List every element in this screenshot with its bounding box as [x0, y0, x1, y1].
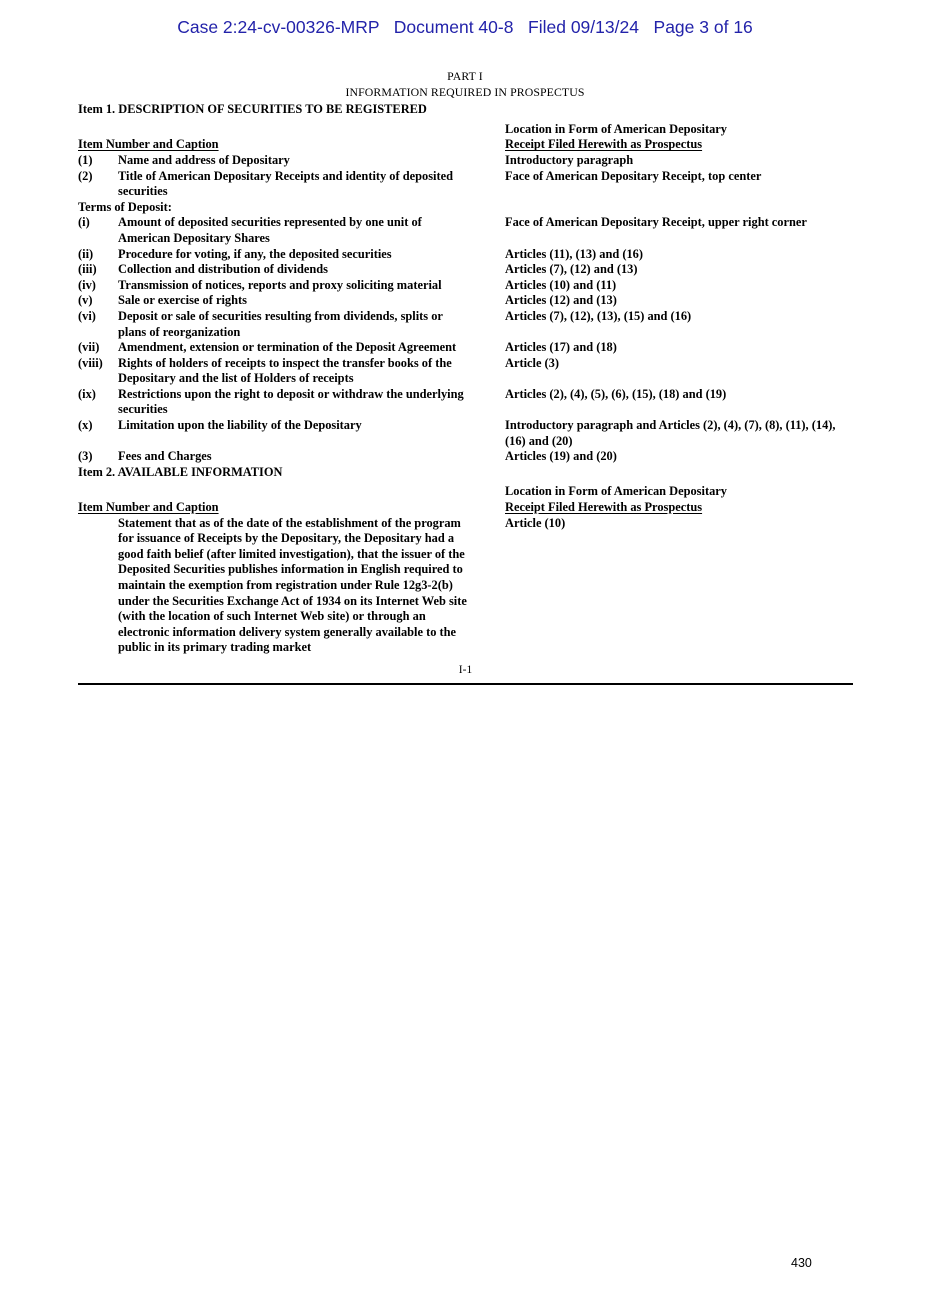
- court-filing-stamp: Case 2:24-cv-00326-MRP Document 40-8 Filed 09/13/24 Page 3 of 16: [177, 17, 753, 37]
- item-number-cell: (i): [78, 215, 90, 230]
- item2-column-headers: [78, 484, 853, 515]
- item-caption-cell: Fees and Charges: [118, 449, 212, 464]
- item1-column-headers: [78, 122, 853, 153]
- cross-reference-row: [78, 247, 853, 263]
- cross-reference-row: [78, 356, 853, 387]
- item2-heading: Item 2. AVAILABLE INFORMATION: [78, 464, 283, 479]
- cross-reference-row: [78, 169, 853, 200]
- part-heading: PART I: [447, 69, 483, 83]
- item-caption-cell: Sale or exercise of rights: [118, 293, 247, 308]
- item-number-cell: [78, 516, 118, 656]
- cross-reference-row: [78, 340, 853, 356]
- location-cell: Articles (10) and (11): [505, 277, 617, 292]
- location-cell: Articles (2), (4), (5), (6), (15), (18) and (19): [505, 386, 727, 401]
- item-caption-cell: Amount of deposited securities represented by one unit of American Depositary Shares: [118, 215, 422, 245]
- location-cell: Articles (11), (13) and (16): [505, 246, 643, 261]
- location-header-line1: Location in Form of American Depositary: [505, 121, 727, 136]
- item-number-cell: (ix): [78, 386, 96, 401]
- item-number-cell: (ii): [78, 246, 94, 261]
- cross-reference-row: [78, 262, 853, 278]
- cross-reference-row: [78, 309, 853, 340]
- document-body: [78, 102, 853, 684]
- item-caption-cell: Name and address of Depositary: [118, 152, 290, 167]
- cross-reference-row: [78, 387, 853, 418]
- location-header: [505, 122, 853, 153]
- cross-reference-row: [78, 278, 853, 294]
- item-number-cell: (3): [78, 449, 93, 464]
- cross-reference-row: [78, 293, 853, 309]
- item-number-cell: (vii): [78, 340, 100, 355]
- item2-rows: [78, 516, 853, 656]
- page-number-label: I-1: [458, 663, 473, 676]
- location-header: [505, 484, 853, 515]
- item-number-cell: (iv): [78, 277, 96, 292]
- location-cell: Face of American Depositary Receipt, top center: [505, 168, 762, 183]
- item1-heading: Item 1. DESCRIPTION OF SECURITIES TO BE REGISTERED: [78, 102, 427, 117]
- location-cell: Introductory paragraph: [505, 152, 634, 167]
- item-caption-cell: Limitation upon the liability of the Depositary: [118, 418, 362, 433]
- item-number-caption-header: Item Number and Caption: [78, 500, 219, 515]
- item-number-cell: (iii): [78, 262, 97, 277]
- cross-reference-row: [78, 153, 853, 169]
- item-number-cell: (x): [78, 418, 93, 433]
- bates-number: 430: [791, 1256, 812, 1270]
- item-number-cell: (viii): [78, 355, 103, 370]
- location-cell: Face of American Depositary Receipt, upper right corner: [505, 215, 807, 230]
- footer-rule: [78, 683, 853, 685]
- item-caption-cell: Transmission of notices, reports and proxy soliciting material: [118, 277, 442, 292]
- location-header-line2: Receipt Filed Herewith as Prospectus: [505, 137, 703, 152]
- location-cell: Articles (17) and (18): [505, 340, 617, 355]
- item-caption-cell: Procedure for voting, if any, the deposited securities: [118, 246, 392, 261]
- location-header-line1: Location in Form of American Depositary: [505, 484, 727, 499]
- item-caption-cell: Rights of holders of receipts to inspect the transfer books of the Depositary and the list of Holders of receipts: [118, 355, 452, 386]
- item-number-cell: (2): [78, 168, 93, 183]
- item-caption-cell: Amendment, extension or termination of the Deposit Agreement: [118, 340, 457, 355]
- item-number-caption-header: Item Number and Caption: [78, 137, 219, 152]
- item-caption-cell: Statement that as of the date of the establishment of the program for issuance of Receipts by the Depositary, the Depositary had a good faith belief (after limited investigation), that the issuer of the Deposited Securities publishes information in English required to maintain the exemption from registration under Rule 12g3-2(b) under the Securities Exchange Act of 1934 on its Internet Web site (with the location of such Internet Web site) or through an electronic information delivery system generally available to the public in its primary trading market: [118, 515, 467, 655]
- item-caption-cell: Restrictions upon the right to deposit or withdraw the underlying securities: [118, 386, 464, 417]
- item-caption-cell: Title of American Depositary Receipts and identity of deposited securities: [118, 168, 453, 199]
- part-heading-block: [0, 69, 930, 100]
- item-caption-cell: Collection and distribution of dividends: [118, 262, 328, 277]
- cross-reference-row: [78, 449, 853, 465]
- location-cell: Articles (12) and (13): [505, 293, 617, 308]
- item-number-cell: (1): [78, 152, 93, 167]
- location-cell: Article (3): [505, 355, 560, 370]
- cross-reference-row: [78, 418, 853, 449]
- location-cell: Articles (19) and (20): [505, 449, 617, 464]
- part-subheading: INFORMATION REQUIRED IN PROSPECTUS: [345, 84, 585, 99]
- location-cell: Article (10): [505, 515, 566, 530]
- cross-reference-row: [78, 516, 853, 656]
- cross-reference-row: [78, 215, 853, 246]
- location-header-line2: Receipt Filed Herewith as Prospectus: [505, 500, 703, 515]
- location-cell: Articles (7), (12), (13), (15) and (16): [505, 308, 692, 323]
- location-cell: Articles (7), (12) and (13): [505, 262, 638, 277]
- item-number-cell: (vi): [78, 308, 96, 323]
- item-number-cell: (v): [78, 293, 93, 308]
- location-cell: Introductory paragraph and Articles (2), (4), (7), (8), (11), (14), (16) and (20): [505, 418, 836, 448]
- section-label: Terms of Deposit:: [78, 199, 172, 214]
- item1-rows: [78, 153, 853, 465]
- item-caption-cell: Deposit or sale of securities resulting from dividends, splits or plans of reorganization: [118, 308, 443, 339]
